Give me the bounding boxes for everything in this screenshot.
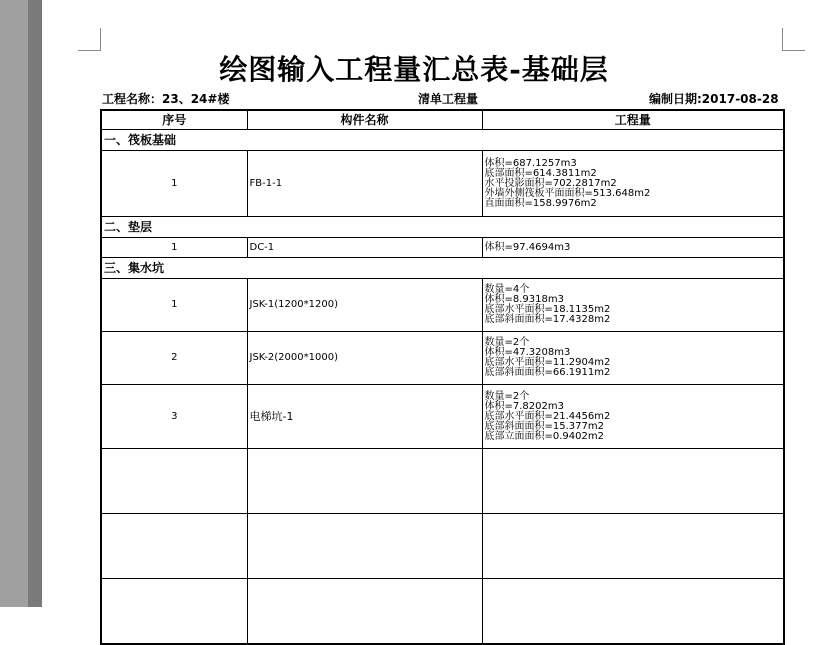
- report-type: 清单工程量: [418, 92, 479, 106]
- row-seq: 3: [101, 385, 247, 449]
- header-component-name: 构件名称: [247, 110, 482, 130]
- empty-cell: [101, 449, 247, 514]
- section-row: [101, 217, 784, 238]
- row-seq: 1: [101, 279, 247, 332]
- empty-row: [101, 449, 784, 514]
- row-component-name: FB-1-1: [247, 151, 482, 217]
- row-component-name: JSK-1(1200*1200): [247, 279, 482, 332]
- empty-row: [101, 514, 784, 579]
- table-row: [101, 238, 784, 258]
- empty-cell: [101, 514, 247, 579]
- quantity-line: 数量=4个: [484, 284, 530, 295]
- quantity-line: 底部斜面面积=66.1911m2: [484, 367, 611, 378]
- section-title: 三、集水坑: [101, 258, 784, 279]
- quantity-line: 体积=97.4694m3: [484, 241, 571, 253]
- table-row: [101, 151, 784, 217]
- quantity-line: 直面面积=158.9976m2: [484, 197, 597, 209]
- row-component-name: 电梯坑-1: [247, 385, 482, 449]
- row-quantities: [482, 279, 784, 332]
- table-row: [101, 385, 784, 449]
- row-quantities: [482, 385, 784, 449]
- section-title: 一、筏板基础: [101, 130, 784, 151]
- empty-cell: [247, 514, 482, 579]
- quantity-line: 体积=47.3208m3: [484, 347, 571, 358]
- header-seq: 序号: [101, 110, 247, 130]
- empty-cell: [482, 579, 784, 644]
- empty-cell: [482, 449, 784, 514]
- row-seq: 1: [101, 151, 247, 217]
- empty-row: [101, 579, 784, 644]
- empty-cell: [482, 514, 784, 579]
- quantity-line: 数量=2个: [484, 390, 530, 402]
- quantity-line: 底部水平面积=21.4456m2: [484, 410, 611, 422]
- header-quantity: 工程量: [482, 110, 784, 130]
- crop-mark-top-right: [782, 28, 805, 51]
- row-seq: 2: [101, 332, 247, 385]
- row-seq: 1: [101, 238, 247, 258]
- empty-cell: [101, 579, 247, 644]
- quantity-table: [100, 109, 785, 645]
- empty-cell: [247, 449, 482, 514]
- row-quantities: [482, 332, 784, 385]
- quantity-line: 底部水平面积=11.2904m2: [484, 357, 611, 368]
- quantity-line: 外墙外侧筏板平面面积=513.648m2: [484, 187, 651, 199]
- row-component-name: DC-1: [247, 238, 482, 258]
- project-name: 工程名称：23、24#楼: [102, 92, 230, 106]
- row-component-name: JSK-2(2000*1000): [247, 332, 482, 385]
- quantity-line: 底部斜面面积=15.377m2: [484, 420, 604, 432]
- section-row: [101, 130, 784, 151]
- row-quantities: [482, 238, 784, 258]
- empty-cell: [247, 579, 482, 644]
- table-header-row: [101, 110, 784, 130]
- quantity-line: 水平投影面积=702.2817m2: [484, 177, 617, 189]
- quantity-line: 数量=2个: [484, 337, 530, 348]
- row-quantities: [482, 151, 784, 217]
- section-row: [101, 258, 784, 279]
- crop-mark-top-left: [78, 28, 101, 51]
- quantity-line: 体积=687.1257m3: [484, 157, 577, 169]
- compile-date: 编制日期:2017-08-28: [649, 92, 779, 106]
- left-gutter: [0, 0, 28, 607]
- table-row: [101, 332, 784, 385]
- table-row: [101, 279, 784, 332]
- quantity-line: 体积=7.8202m3: [484, 400, 564, 412]
- quantity-line: 底部水平面积=18.1135m2: [484, 304, 611, 315]
- quantity-line: 底部面积=614.3811m2: [484, 167, 597, 179]
- quantity-line: 底部立面面积=0.9402m2: [484, 430, 604, 442]
- section-title: 二、垫层: [101, 217, 784, 238]
- report-title: 绘图输入工程量汇总表-基础层: [219, 53, 609, 86]
- page-edge: [28, 0, 42, 607]
- quantity-line: 底部斜面面积=17.4328m2: [484, 314, 611, 325]
- quantity-line: 体积=8.9318m3: [484, 294, 564, 305]
